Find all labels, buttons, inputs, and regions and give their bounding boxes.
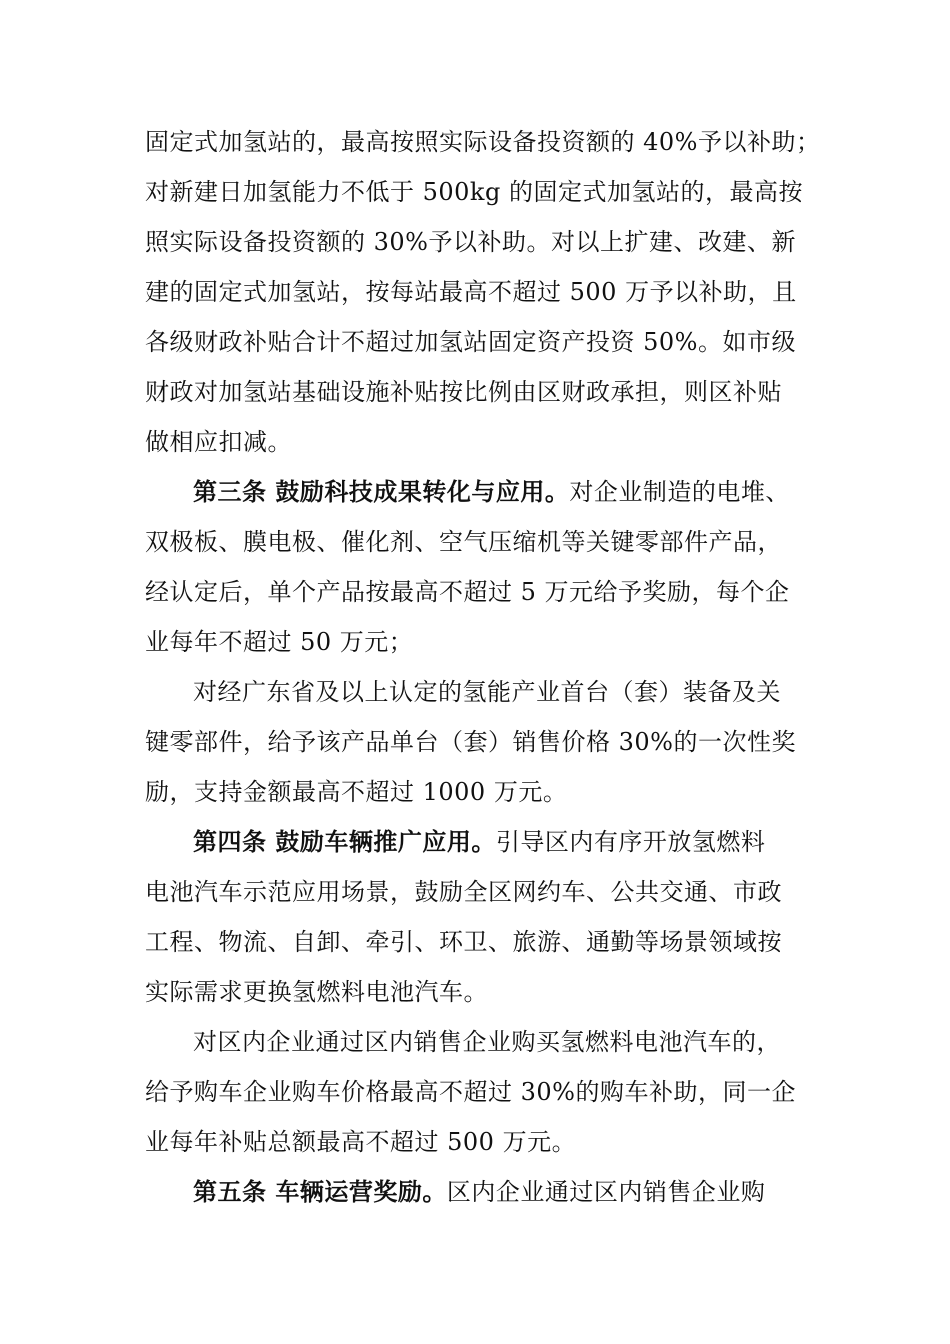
article-4-line-1-text: 引导区内有序开放氢燃料	[495, 828, 766, 856]
article-3-sub-line-3: 励，支持金额最高不超过 1000 万元。	[145, 778, 568, 806]
article-4-first-line	[193, 827, 765, 857]
article-4-line-3: 工程、物流、自卸、牵引、环卫、旅游、通勤等场景领域按	[145, 928, 782, 956]
paragraph-1-line-5: 各级财政补贴合计不超过加氢站固定资产投资 50%。如市级	[145, 328, 796, 356]
paragraph-1-line-4: 建的固定式加氢站，按每站最高不超过 500 万予以补助，且	[145, 278, 797, 306]
article-4-sub-line-2: 给予购车企业购车价格最高不超过 30%的购车补助，同一企	[145, 1078, 796, 1106]
article-4-heading: 第四条 鼓励车辆推广应用。	[193, 828, 496, 856]
article-5-heading: 第五条 车辆运营奖励。	[193, 1178, 447, 1206]
paragraph-1-line-1: 固定式加氢站的，最高按照实际设备投资额的 40%予以补助；	[145, 128, 821, 156]
article-4-line-4: 实际需求更换氢燃料电池汽车。	[145, 978, 488, 1006]
article-3-line-1-text: 对企业制造的电堆、	[569, 478, 790, 506]
article-3-line-4: 业每年不超过 50 万元；	[145, 628, 414, 656]
paragraph-1-line-7: 做相应扣减。	[145, 428, 292, 456]
article-3-first-line	[193, 477, 790, 507]
article-3-sub-line-1: 对经广东省及以上认定的氢能产业首台（套）装备及关	[193, 678, 781, 706]
article-4-sub-line-1: 对区内企业通过区内销售企业购买氢燃料电池汽车的，	[193, 1028, 781, 1056]
article-5-line-1-text: 区内企业通过区内销售企业购	[446, 1178, 766, 1206]
article-3-heading: 第三条 鼓励科技成果转化与应用。	[193, 478, 570, 506]
article-4-sub-line-3: 业每年补贴总额最高不超过 500 万元。	[145, 1128, 577, 1156]
article-3-sub-line-2: 键零部件，给予该产品单台（套）销售价格 30%的一次性奖	[145, 728, 796, 756]
paragraph-1-line-2: 对新建日加氢能力不低于 500kg 的固定式加氢站的，最高按	[145, 178, 803, 206]
article-5-first-line	[193, 1177, 765, 1207]
paragraph-1-line-3: 照实际设备投资额的 30%予以补助。对以上扩建、改建、新	[145, 228, 796, 256]
article-3-line-3: 经认定后，单个产品按最高不超过 5 万元给予奖励，每个企	[145, 578, 790, 606]
paragraph-1-line-6: 财政对加氢站基础设施补贴按比例由区财政承担，则区补贴	[145, 378, 782, 406]
article-4-line-2: 电池汽车示范应用场景，鼓励全区网约车、公共交通、市政	[145, 878, 782, 906]
article-3-line-2: 双极板、膜电极、催化剂、空气压缩机等关键零部件产品，	[145, 528, 782, 556]
